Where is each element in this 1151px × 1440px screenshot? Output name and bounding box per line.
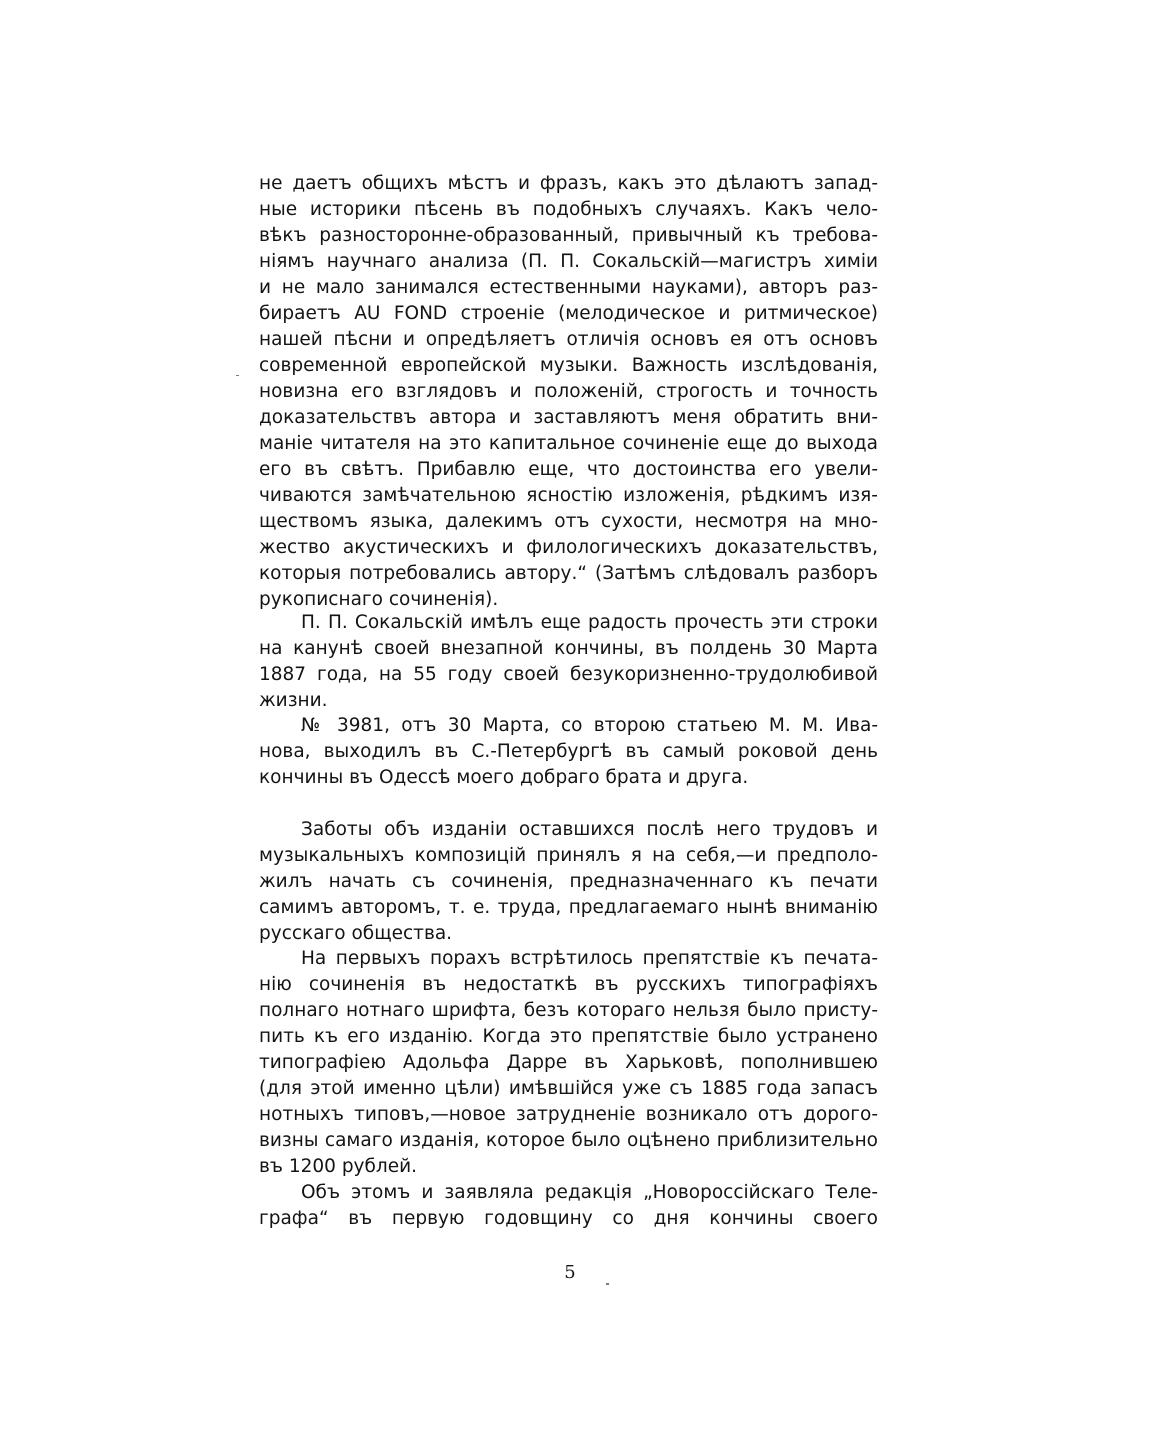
scan-speck (236, 375, 239, 376)
text-line: современной европейской музыки. Важность изслѣдованія, (259, 355, 878, 376)
text-line: 1887 года, на 55 году своей безукоризненно-трудолюбивой (259, 664, 878, 685)
text-line: чиваются замѣчательною ясностію изложенія, рѣдкимъ изя- (259, 485, 878, 506)
paragraph-issue-number (259, 713, 878, 791)
text-line: и не мало занимался естественными науками), авторъ раз- (259, 277, 878, 298)
text-line: жилъ начать съ сочиненія, предназначеннаго къ печати (259, 871, 878, 892)
text-line: нію сочиненія въ недостаткѣ въ русскихъ типографіяхъ (259, 974, 878, 995)
text-line: рукописнаго сочиненія). (259, 589, 499, 610)
text-line: ные историки пѣсень въ подобныхъ случаяхъ. Какъ чело- (259, 199, 878, 220)
text-line: нова, выходилъ въ С.-Петербургѣ въ самый роковой день (259, 741, 878, 762)
text-line: жизни. (259, 690, 328, 711)
text-line: которыя потребовались автору.“ (Затѣмъ слѣдовалъ разборъ (259, 563, 878, 584)
text-line: полнаго нотнаго шрифта, безъ котораго нельзя было присту- (259, 1000, 878, 1021)
text-line: бираетъ AU FOND строеніе (мелодическое и ритмическое) (259, 303, 878, 324)
text-line: ществомъ языка, далекимъ отъ сухости, несмотря на мно- (259, 511, 878, 532)
text-line: вѣкъ разносторонне-образованный, привычный къ требова- (259, 225, 878, 246)
paragraph-publication-care (259, 817, 878, 947)
text-line: самимъ авторомъ, т. е. труда, предлагаемаго нынѣ вниманію (259, 897, 878, 918)
text-line: Заботы объ изданіи оставшихся послѣ него трудовъ и (301, 819, 878, 840)
page-number: 5 (564, 1262, 576, 1283)
text-line: не даетъ общихъ мѣстъ и фразъ, какъ это дѣлаютъ запад- (259, 173, 878, 194)
paragraph-last-days (259, 610, 878, 714)
text-line: на канунѣ своей внезапной кончины, въ полдень 30 Марта (259, 638, 878, 659)
text-line: его въ свѣтъ. Прибавлю еще, что достоинства его увели- (259, 459, 878, 480)
paragraph-review-quote (259, 171, 878, 613)
text-line: нашей пѣсни и опредѣляетъ отличія основъ ея отъ основъ (259, 329, 878, 350)
text-line: графа“ въ первую годовщину со дня кончины своего (259, 1208, 878, 1229)
text-line: въ 1200 рублей. (259, 1156, 418, 1177)
text-line: музыкальныхъ композицій принялъ я на себя,—и предполо- (259, 845, 878, 866)
text-line: визны самаго изданія, которое было оцѣнено приблизительно (259, 1130, 878, 1151)
text-line: ніямъ научнаго анализа (П. П. Сокальскій—магистръ химіи (259, 251, 878, 272)
text-line: новизна его взглядовъ и положеній, строгость и точность (259, 381, 878, 402)
text-line: № 3981, отъ 30 Марта, со второю статьею М. М. Ива- (301, 715, 878, 736)
text-line: доказательствъ автора и заставляютъ меня обратить вни- (259, 407, 878, 428)
text-line: На первыхъ порахъ встрѣтилось препятствіе къ печата- (301, 948, 878, 969)
text-line: маніе читателя на это капитальное сочиненіе еще до выхода (259, 433, 878, 454)
paragraph-editorial-statement (259, 1180, 878, 1232)
text-line: русскаго общества. (259, 923, 453, 944)
text-line: типографіею Адольфа Дарре въ Харьковѣ, пополнившею (259, 1052, 878, 1073)
text-line: (для этой именно цѣли) имѣвшійся уже съ 1885 года запасъ (259, 1078, 878, 1099)
text-line: П. П. Сокальскій имѣлъ еще радость прочесть эти строки (301, 612, 878, 633)
scan-speck (606, 1283, 609, 1285)
text-line: нотныхъ типовъ,—новое затрудненіе возникало отъ дорого- (259, 1104, 878, 1125)
text-line: пить къ его изданію. Когда это препятствіе было устранено (259, 1026, 878, 1047)
text-line: Объ этомъ и заявляла редакція „Новороссійскаго Теле- (301, 1182, 878, 1203)
text-line: кончины въ Одессѣ моего добраго брата и друга. (259, 767, 749, 788)
paragraph-printing-obstacles (259, 946, 878, 1180)
text-line: жество акустическихъ и филологическихъ доказательствъ, (259, 537, 878, 558)
